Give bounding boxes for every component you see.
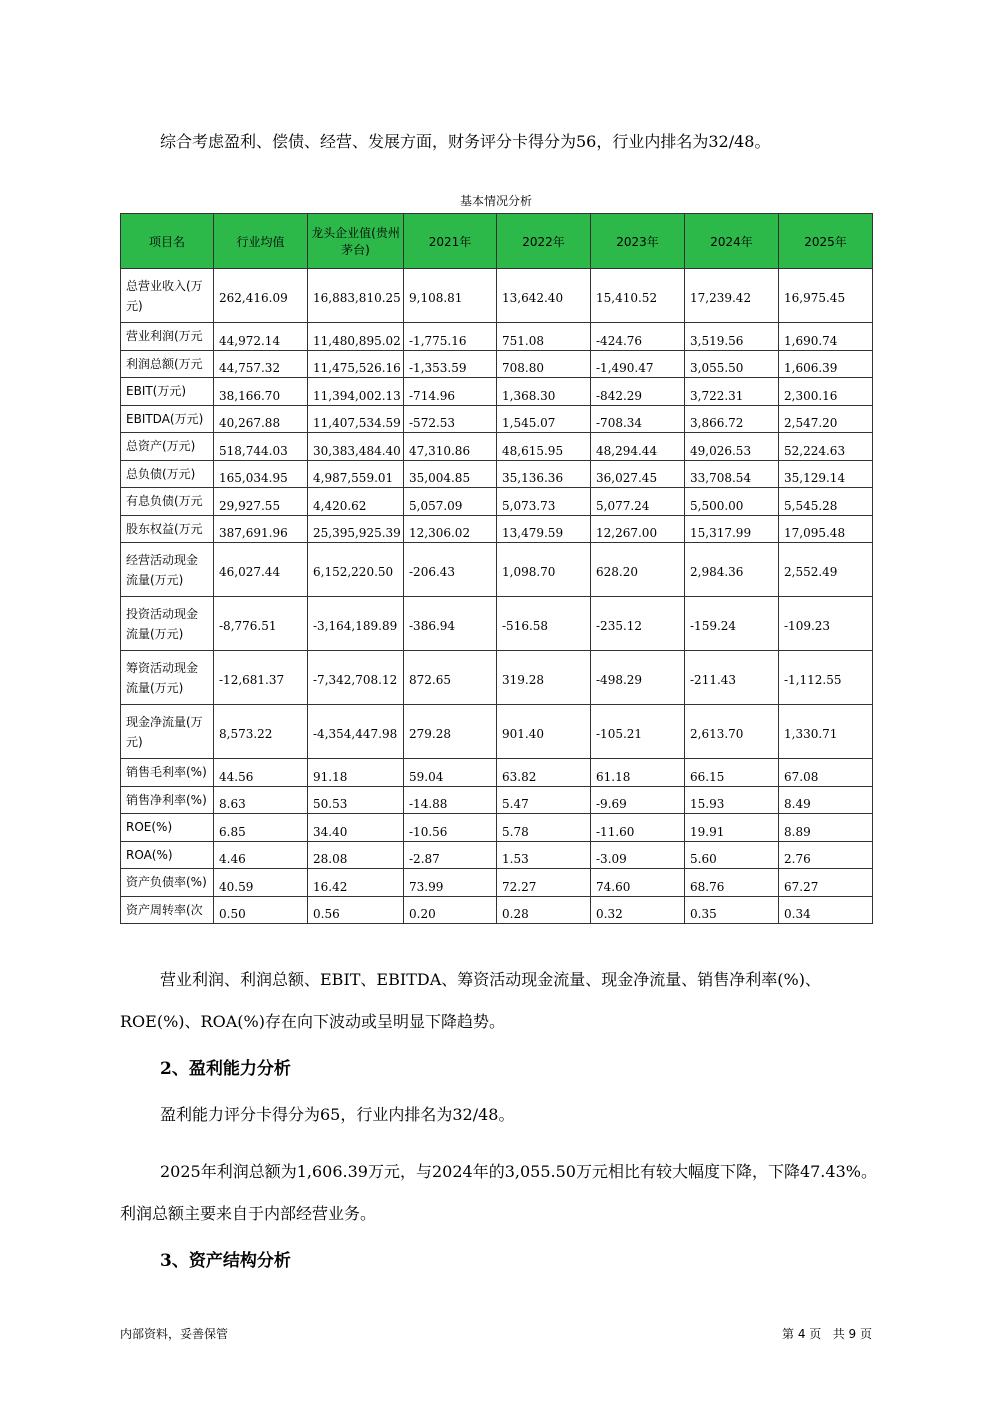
row-label: 销售净利率(%) — [121, 786, 214, 814]
row-label: 资产周转率(次 — [121, 896, 214, 924]
row-label: 总营业收入(万元) — [121, 269, 214, 323]
table-cell: 518,744.03 — [214, 433, 308, 461]
table-cell: 63.82 — [497, 759, 591, 787]
table-cell: 52,224.63 — [779, 433, 873, 461]
row-label: EBITDA(万元) — [121, 405, 214, 433]
table-cell: -1,490.47 — [591, 350, 685, 378]
table-row — [121, 378, 873, 406]
table-cell: -3.09 — [591, 841, 685, 869]
table-cell: 0.56 — [308, 896, 404, 924]
table-cell: 66.15 — [685, 759, 779, 787]
table-cell: 25,395,925.39 — [308, 515, 404, 543]
table-row — [121, 269, 873, 323]
table-cell: 6,152,220.50 — [308, 543, 404, 597]
table-cell: 5,077.24 — [591, 488, 685, 516]
table-cell: 279.28 — [404, 705, 497, 759]
table-cell: -842.29 — [591, 378, 685, 406]
table-cell: 6.85 — [214, 814, 308, 842]
table-cell: -714.96 — [404, 378, 497, 406]
table-cell: 2,547.20 — [779, 405, 873, 433]
table-cell: 17,095.48 — [779, 515, 873, 543]
table-cell: 15,410.52 — [591, 269, 685, 323]
table-cell: 8.49 — [779, 786, 873, 814]
table-body — [121, 269, 873, 924]
table-cell: -1,775.16 — [404, 323, 497, 351]
table-cell: 0.28 — [497, 896, 591, 924]
table-cell: 0.35 — [685, 896, 779, 924]
table-cell: 0.34 — [779, 896, 873, 924]
table-cell: 5,073.73 — [497, 488, 591, 516]
table-cell: -109.23 — [779, 597, 873, 651]
table-row — [121, 786, 873, 814]
table-cell: 67.08 — [779, 759, 873, 787]
table-cell: 2,984.36 — [685, 543, 779, 597]
table-cell: 1,606.39 — [779, 350, 873, 378]
section-2-text: 2025年利润总额为1,606.39万元，与2024年的3,055.50万元相比有较大幅度下降，下降47.43%。利润总额主要来自于内部经营业务。 — [120, 1162, 877, 1223]
table-cell: 11,407,534.59 — [308, 405, 404, 433]
table-cell: 68.76 — [685, 869, 779, 897]
table-cell: 28.08 — [308, 841, 404, 869]
table-row — [121, 814, 873, 842]
table-cell: 2,552.49 — [779, 543, 873, 597]
table-cell: -206.43 — [404, 543, 497, 597]
table-cell: -7,342,708.12 — [308, 651, 404, 705]
column-header: 2021年 — [404, 214, 497, 269]
table-cell: 901.40 — [497, 705, 591, 759]
table-cell: -386.94 — [404, 597, 497, 651]
row-label: 总资产(万元) — [121, 433, 214, 461]
table-cell: 5,500.00 — [685, 488, 779, 516]
table-cell: 1,368.30 — [497, 378, 591, 406]
table-cell: -159.24 — [685, 597, 779, 651]
footer-page-number: 第 4 页 共 9 页 — [782, 1327, 872, 1341]
table-row — [121, 705, 873, 759]
table-row — [121, 896, 873, 924]
column-header: 2024年 — [685, 214, 779, 269]
table-row — [121, 597, 873, 651]
table-cell: 13,479.59 — [497, 515, 591, 543]
table-cell: -235.12 — [591, 597, 685, 651]
table-cell: 35,136.36 — [497, 460, 591, 488]
row-label: 经营活动现金流量(万元) — [121, 543, 214, 597]
table-cell: 35,004.85 — [404, 460, 497, 488]
table-row — [121, 869, 873, 897]
table-cell: 4,987,559.01 — [308, 460, 404, 488]
table-cell: 165,034.95 — [214, 460, 308, 488]
table-cell: 48,294.44 — [591, 433, 685, 461]
table-cell: -708.34 — [591, 405, 685, 433]
table-cell: -10.56 — [404, 814, 497, 842]
table-cell: -211.43 — [685, 651, 779, 705]
row-label: 有息负债(万元 — [121, 488, 214, 516]
table-cell: 49,026.53 — [685, 433, 779, 461]
table-cell: 73.99 — [404, 869, 497, 897]
table-cell: 30,383,484.40 — [308, 433, 404, 461]
column-header: 2022年 — [497, 214, 591, 269]
table-cell: 708.80 — [497, 350, 591, 378]
table-cell: 35,129.14 — [779, 460, 873, 488]
table-cell: 3,866.72 — [685, 405, 779, 433]
table-cell: 47,310.86 — [404, 433, 497, 461]
row-label: ROE(%) — [121, 814, 214, 842]
table-row — [121, 543, 873, 597]
table-cell: -9.69 — [591, 786, 685, 814]
table-cell: -2.87 — [404, 841, 497, 869]
table-cell: -105.21 — [591, 705, 685, 759]
table-cell: 8.63 — [214, 786, 308, 814]
table-cell: 319.28 — [497, 651, 591, 705]
table-cell: 3,722.31 — [685, 378, 779, 406]
table-cell: 4,420.62 — [308, 488, 404, 516]
table-cell: 387,691.96 — [214, 515, 308, 543]
intro-paragraph: 综合考虑盈利、偿债、经营、发展方面，财务评分卡得分为56，行业内排名为32/48。 — [160, 132, 771, 151]
column-header: 行业均值 — [214, 214, 308, 269]
table-cell: 40,267.88 — [214, 405, 308, 433]
table-cell: 1.53 — [497, 841, 591, 869]
table-cell: 872.65 — [404, 651, 497, 705]
table-cell: -516.58 — [497, 597, 591, 651]
table-cell: 61.18 — [591, 759, 685, 787]
table-cell: 46,027.44 — [214, 543, 308, 597]
table-cell: 8,573.22 — [214, 705, 308, 759]
table-cell: 262,416.09 — [214, 269, 308, 323]
table-cell: 1,545.07 — [497, 405, 591, 433]
table-cell: 751.08 — [497, 323, 591, 351]
table-cell: 2,300.16 — [779, 378, 873, 406]
table-cell: -11.60 — [591, 814, 685, 842]
table-cell: 16,975.45 — [779, 269, 873, 323]
table-row — [121, 460, 873, 488]
table-cell: 15.93 — [685, 786, 779, 814]
table-cell: 2,613.70 — [685, 705, 779, 759]
table-cell: -4,354,447.98 — [308, 705, 404, 759]
table-row — [121, 759, 873, 787]
table-cell: 13,642.40 — [497, 269, 591, 323]
table-cell: 11,480,895.02 — [308, 323, 404, 351]
table-cell: 1,330.71 — [779, 705, 873, 759]
table-cell: 59.04 — [404, 759, 497, 787]
table-cell: 44.56 — [214, 759, 308, 787]
table-cell: -1,112.55 — [779, 651, 873, 705]
table-cell: 1,690.74 — [779, 323, 873, 351]
table-cell: 40.59 — [214, 869, 308, 897]
row-label: 营业利润(万元 — [121, 323, 214, 351]
footer-left: 内部资料，妥善保管 — [120, 1327, 229, 1341]
column-header: 龙头企业值(贵州茅台) — [308, 214, 404, 269]
table-cell: -498.29 — [591, 651, 685, 705]
table-cell: 3,055.50 — [685, 350, 779, 378]
row-label: 利润总额(万元 — [121, 350, 214, 378]
table-cell: -12,681.37 — [214, 651, 308, 705]
column-header: 2023年 — [591, 214, 685, 269]
table-cell: 34.40 — [308, 814, 404, 842]
table-cell: 16.42 — [308, 869, 404, 897]
column-header: 项目名 — [121, 214, 214, 269]
row-label: 总负债(万元) — [121, 460, 214, 488]
table-cell: 5,545.28 — [779, 488, 873, 516]
table-cell: 72.27 — [497, 869, 591, 897]
section-2-heading: 2、盈利能力分析 — [160, 1059, 291, 1079]
table-cell: 15,317.99 — [685, 515, 779, 543]
table-cell: 8.89 — [779, 814, 873, 842]
table-cell: 74.60 — [591, 869, 685, 897]
table-cell: 17,239.42 — [685, 269, 779, 323]
table-cell: -1,353.59 — [404, 350, 497, 378]
table-row — [121, 323, 873, 351]
table-header-row — [121, 214, 873, 269]
section-2-score: 盈利能力评分卡得分为65，行业内排名为32/48。 — [160, 1105, 515, 1124]
financial-table — [120, 213, 873, 924]
table-cell: -14.88 — [404, 786, 497, 814]
table-cell: 19.91 — [685, 814, 779, 842]
table-cell: 12,267.00 — [591, 515, 685, 543]
table-row — [121, 841, 873, 869]
row-label: 股东权益(万元 — [121, 515, 214, 543]
table-cell: 9,108.81 — [404, 269, 497, 323]
table-cell: 11,394,002.13 — [308, 378, 404, 406]
table-cell: 5,057.09 — [404, 488, 497, 516]
table-row — [121, 488, 873, 516]
table-cell: 91.18 — [308, 759, 404, 787]
table-row — [121, 405, 873, 433]
table-cell: 38,166.70 — [214, 378, 308, 406]
row-label: 资产负债率(%) — [121, 869, 214, 897]
table-cell: 11,475,526.16 — [308, 350, 404, 378]
table-row — [121, 515, 873, 543]
table-cell: 50.53 — [308, 786, 404, 814]
table-cell: -8,776.51 — [214, 597, 308, 651]
table-cell: -572.53 — [404, 405, 497, 433]
table-cell: -424.76 — [591, 323, 685, 351]
table-cell: 1,098.70 — [497, 543, 591, 597]
row-label: 筹资活动现金流量(万元) — [121, 651, 214, 705]
table-cell: 29,927.55 — [214, 488, 308, 516]
table-row — [121, 433, 873, 461]
table-caption: 基本情况分析 — [459, 194, 532, 208]
table-cell: 33,708.54 — [685, 460, 779, 488]
table-row — [121, 350, 873, 378]
table-cell: 2.76 — [779, 841, 873, 869]
section-3-heading: 3、资产结构分析 — [160, 1251, 291, 1271]
table-cell: 5.47 — [497, 786, 591, 814]
table-cell: 0.20 — [404, 896, 497, 924]
row-label: 现金净流量(万元) — [121, 705, 214, 759]
table-cell: 44,757.32 — [214, 350, 308, 378]
table-cell: 16,883,810.25 — [308, 269, 404, 323]
table-cell: 4.46 — [214, 841, 308, 869]
table-cell: 5.60 — [685, 841, 779, 869]
table-cell: 3,519.56 — [685, 323, 779, 351]
table-row — [121, 651, 873, 705]
row-label: ROA(%) — [121, 841, 214, 869]
table-cell: -3,164,189.89 — [308, 597, 404, 651]
table-cell: 48,615.95 — [497, 433, 591, 461]
row-label: 销售毛利率(%) — [121, 759, 214, 787]
table-cell: 12,306.02 — [404, 515, 497, 543]
row-label: EBIT(万元) — [121, 378, 214, 406]
table-cell: 0.32 — [591, 896, 685, 924]
table-cell: 67.27 — [779, 869, 873, 897]
table-cell: 5.78 — [497, 814, 591, 842]
table-cell: 628.20 — [591, 543, 685, 597]
table-cell: 0.50 — [214, 896, 308, 924]
row-label: 投资活动现金流量(万元) — [121, 597, 214, 651]
trend-paragraph: 营业利润、利润总额、EBIT、EBITDA、筹资活动现金流量、现金净流量、销售净利率(%)、ROE(%)、ROA(%)存在向下波动或呈明显下降趋势。 — [120, 970, 821, 1031]
table-cell: 44,972.14 — [214, 323, 308, 351]
table-cell: 36,027.45 — [591, 460, 685, 488]
column-header: 2025年 — [779, 214, 873, 269]
